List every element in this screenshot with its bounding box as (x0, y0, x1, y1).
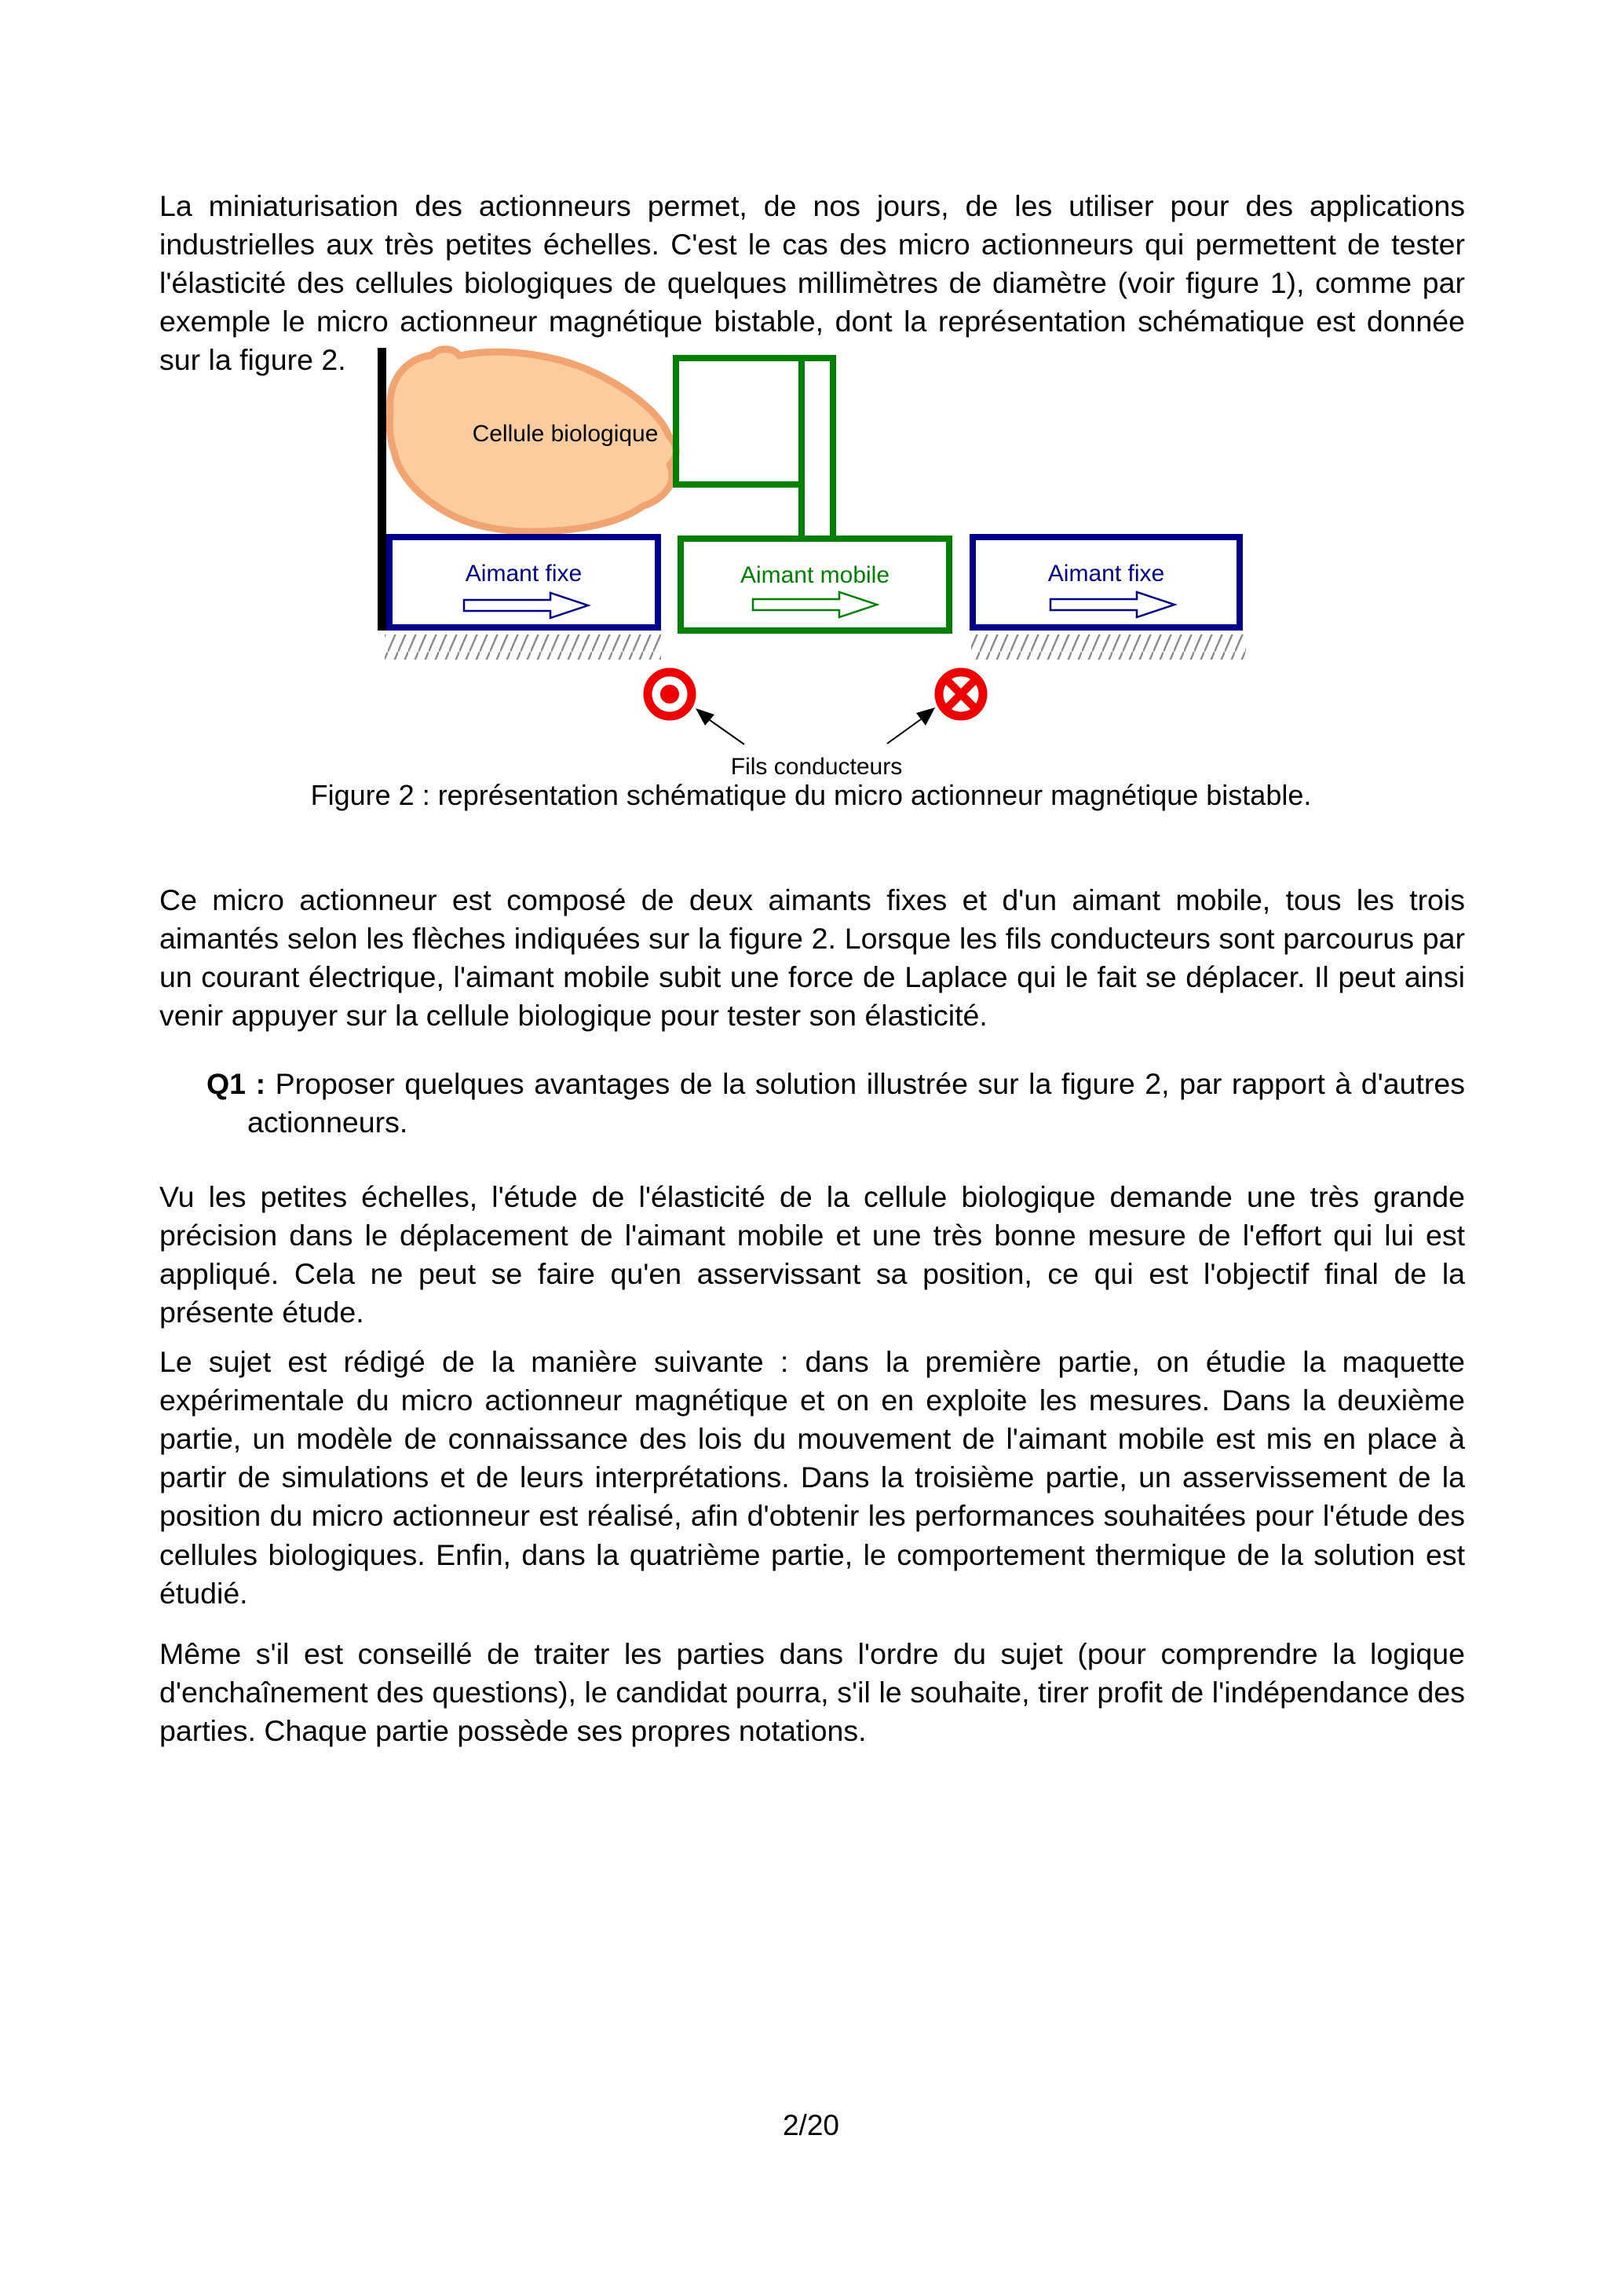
mobile-magnet-label: Aimant mobile (740, 562, 890, 588)
paragraph-1: La miniaturisation des actionneurs permet, de nos jours, de les utiliser pour des applications industrielles aux très petites échelles. C'est le cas des micro actionneurs qui permettent de tester l'élasticité des cellules biologiques de quelques millimètres de diamètre (voir figure 1), comme par exemple le micro actionneur magnétique bistable, dont la représentation schématique est donnée sur la figure 2. (159, 188, 1465, 377)
wire-leader-left (710, 720, 744, 744)
page-number: 2/20 (782, 2109, 839, 2141)
paragraph-4: Le sujet est rédigé de la manière suivante : dans la première partie, on étudie la maquette expérimentale du micro actionneur magnétique et on en exploite les mesures. Dans la deuxième partie, un modèle de connaissance des lois du mouvement de l'aimant mobile est mis en place à partir de simulations et de leurs interprétations. Dans la troisième partie, un asservissement de la position du micro actionneur est réalisé, afin d'obtenir les performances souhaitées pour l'étude des cellules biologiques. Enfin, dans la quatrième partie, le comportement thermique de la solution est étudié. (159, 1344, 1465, 1610)
wire-pointer-left (696, 708, 744, 744)
paragraph-5: Même s'il est conseillé de traiter les parties dans l'ordre du sujet (pour comprendre la logique d'enchaînement des questions), le candidat pourra, s'il le souhaite, tirer profit de l'indépendance des parties. Chaque partie possède ses propres notations. (159, 1636, 1465, 1747)
cell-label: Cellule biologique (472, 421, 659, 447)
paragraph-2: Ce micro actionneur est composé de deux aimants fixes et d'un aimant mobile, tous les trois aimantés selon les flèches indiquées sur la figure 2. Lorsque les fils conducteurs sont parcourus par un courant électrique, l'aimant mobile subit une force de Laplace qui le fait se déplacer. Il peut ainsi venir appuyer sur la cellule biologique pour tester son élasticité. (159, 883, 1465, 1033)
current-out-symbol (648, 672, 692, 716)
wire-pointer-right (887, 707, 935, 744)
wire-leader-right (887, 719, 921, 744)
fixed-magnet-right-label: Aimant fixe (1047, 561, 1165, 587)
ground-hatch-left (385, 634, 661, 660)
wire-arrowhead-left-icon (696, 708, 714, 726)
question-q1 (159, 1065, 1465, 1142)
paragraph-3: Vu les petites échelles, l'étude de l'élasticité de la cellule biologique demande une très grande précision dans le déplacement de l'aimant mobile et une très bonne mesure de l'effort qui lui est appliqué. Cela ne peut se faire qu'en asservissant sa position, ce qui est l'objectif final de la présente étude. (159, 1179, 1465, 1329)
current-out-dot-icon (660, 685, 679, 704)
wires-label: Fils conducteurs (730, 754, 903, 780)
fixed-magnet-left-label: Aimant fixe (465, 561, 583, 587)
current-in-symbol (939, 672, 983, 716)
figure2-schematic (0, 345, 1622, 801)
question-q1-text: Proposer quelques avantages de la solution illustrée sur la figure 2, par rapport à d'autres actionneurs. (247, 1066, 1465, 1139)
mobile-magnet-arm (673, 358, 833, 539)
ground-hatch-right (971, 634, 1246, 660)
wire-arrowhead-right-icon (916, 707, 935, 726)
question-q1-label: Q1 : (206, 1066, 276, 1100)
figure-caption: Figure 2 : représentation schématique du micro actionneur magnétique bistable. (310, 779, 1312, 811)
support-wall (378, 348, 386, 631)
arm-outline (676, 358, 833, 539)
